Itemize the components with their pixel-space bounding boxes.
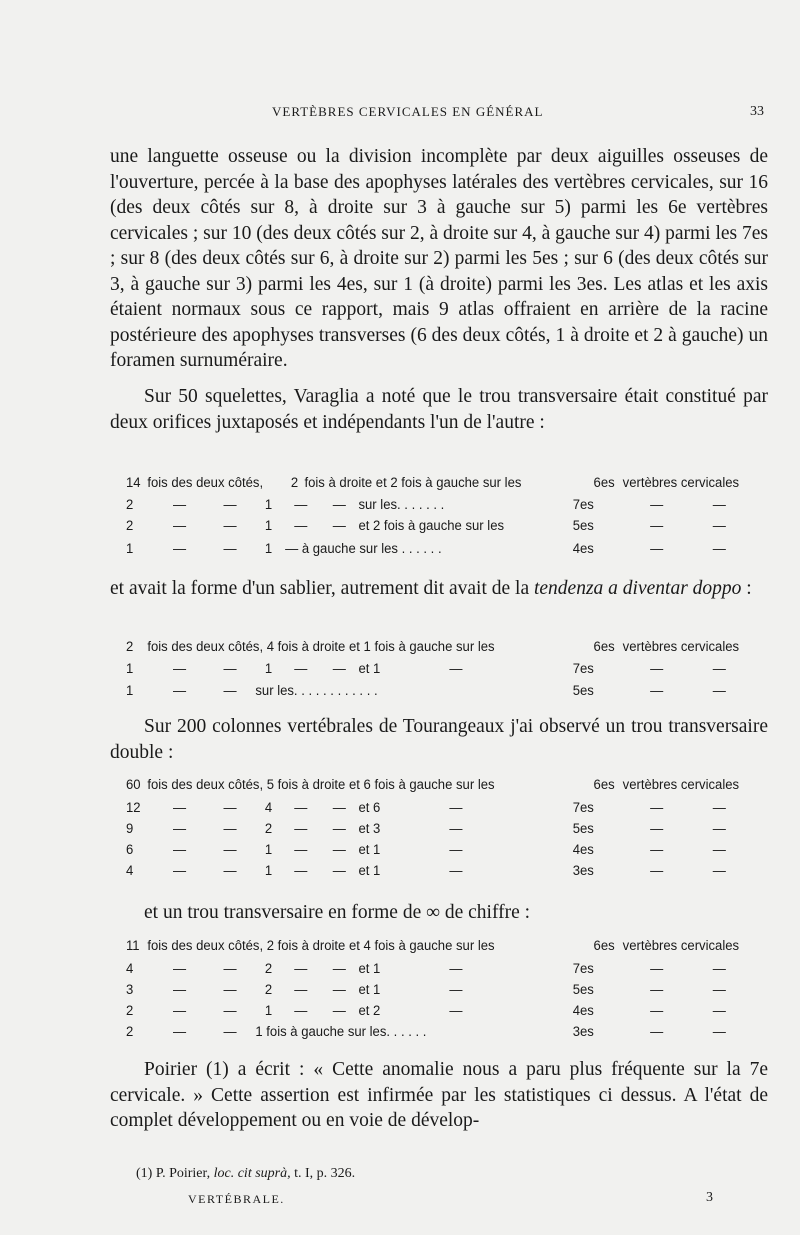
table-cell: et 1 <box>358 961 381 976</box>
table-cell: — <box>449 1003 463 1018</box>
table-row <box>126 860 751 881</box>
table-cell: 60 <box>126 777 141 792</box>
table-cell: — <box>173 1003 187 1018</box>
table-cell: — <box>294 982 308 997</box>
paragraph-3 <box>110 576 768 602</box>
table-cell: fois des deux côtés, <box>147 475 264 490</box>
table-cell: — <box>294 961 308 976</box>
stats-table-1b <box>126 494 751 536</box>
table-row <box>126 494 751 515</box>
table-row <box>126 1021 751 1042</box>
paragraph-6: Poirier (1) a écrit : « Cette anomalie nous a paru plus fréquente sur la 7e cervicale. » Cette assertion est infirmée par les statistiques ci dessus. A l'état de complet développement ou en voie de dévelop- <box>110 1059 768 1131</box>
table-cell: — <box>712 1024 726 1039</box>
stats-table-3b <box>126 797 751 881</box>
table-cell: — <box>173 541 187 556</box>
table-cell: 7es <box>572 961 594 976</box>
table-cell: 7es <box>572 800 594 815</box>
table-cell: 11 <box>126 938 140 953</box>
table-cell: sur les. . . . . . . . . . . . <box>255 683 378 698</box>
table-cell: — <box>332 821 346 836</box>
table-cell: 1 <box>264 518 273 533</box>
table-cell: — <box>173 683 187 698</box>
stats-table-1 <box>126 472 751 493</box>
table-cell: — <box>712 1003 726 1018</box>
table-row <box>126 818 751 839</box>
table-cell: 1 <box>126 683 134 698</box>
table-cell: — <box>294 821 308 836</box>
table-row <box>126 797 751 818</box>
table-cell: — <box>650 821 664 836</box>
table-cell: — <box>712 497 726 512</box>
table-cell: — <box>223 661 237 676</box>
table-cell: — <box>223 863 237 878</box>
table-cell: à gauche sur les . . . . . . <box>301 541 442 556</box>
table-cell: — <box>712 961 726 976</box>
footnote-mark: (1) <box>136 1166 153 1181</box>
stats-table-4c <box>126 1021 751 1042</box>
table-row <box>126 515 751 536</box>
table-cell: fois à droite et 2 fois à gauche sur les <box>304 475 522 490</box>
table-cell: et 2 <box>358 1003 381 1018</box>
table-cell: 5es <box>572 821 594 836</box>
table-cell: — <box>712 863 726 878</box>
stats-table-2c <box>126 680 751 701</box>
table-cell: vertèbres cervicales <box>622 639 740 654</box>
paragraph-2: Sur 50 squelettes, Varaglia a noté que le trou transversaire était constitué par deux orifices juxtaposés et indépendants l'un de l'autre : <box>110 386 768 433</box>
paragraph-4: Sur 200 colonnes vertébrales de Tourangeaux j'ai observé un trou transversaire double : <box>110 716 768 763</box>
table-cell: 1 <box>264 1003 273 1018</box>
table-cell: — <box>294 661 308 676</box>
table-cell: — <box>173 821 187 836</box>
paragraph-1: une languette osseuse ou la division incomplète par deux aiguilles osseuses de l'ouverture, percée à la base des apophyses latérales des vertèbres cervicales, sur 16 (des deux côtés sur 8, à droite sur 3 à gauche sur 5) parmi les 6e vertèbres cervicales ; sur 10 (des deux côtés sur 2, à droite sur 4, à gauche sur 4) parmi les 7es ; sur 8 (des deux côtés sur 6, à droite sur 2) parmi les 5es ; sur 6 (des deux côtés sur 3, à gauche sur 3) parmi les 4es, sur 1 (à droite) parmi les 3es. Les atlas et les axis étaient normaux sous ce rapport, mais 9 atlas offraient en arrière de la racine postérieure des apophyses transverses (6 des deux côtés, 1 à droite et 2 à gauche) un foramen surnuméraire. <box>110 146 768 371</box>
table-cell: 2 <box>126 518 134 533</box>
table-cell: 14 <box>126 475 141 490</box>
table-cell: — <box>173 497 187 512</box>
table-cell: — <box>650 982 664 997</box>
table-cell: 7es <box>572 497 594 512</box>
stats-table-4 <box>126 935 751 956</box>
table-cell: — <box>285 541 299 556</box>
stats-table-2b <box>126 658 751 679</box>
table-cell: vertèbres cervicales <box>622 777 740 792</box>
table-cell: — <box>449 982 463 997</box>
table-cell: — <box>332 842 346 857</box>
table-cell: 2 <box>126 1003 134 1018</box>
table-cell: — <box>223 1024 237 1039</box>
table-cell: — <box>712 821 726 836</box>
table-row <box>126 636 751 657</box>
table-cell: — <box>223 683 237 698</box>
table-cell: 4 <box>126 961 134 976</box>
table-cell: — <box>332 661 346 676</box>
table-cell: — <box>173 982 187 997</box>
table-cell: — <box>650 661 664 676</box>
table-cell: — <box>449 961 463 976</box>
table-cell: sur les. . . . . . . <box>358 497 445 512</box>
signature-label: VERTÉBRALE. <box>188 1192 285 1206</box>
table-cell: et 2 fois à gauche sur les <box>358 518 505 533</box>
table-cell: 1 <box>264 541 273 556</box>
table-cell: 1 <box>264 661 273 676</box>
table-cell: 6es <box>593 475 615 490</box>
table-cell: 4es <box>572 1003 594 1018</box>
table-row <box>126 658 751 679</box>
table-cell: — <box>294 800 308 815</box>
table-cell: 3es <box>572 863 594 878</box>
table-cell: 2 <box>264 982 273 997</box>
table-cell: — <box>173 800 187 815</box>
table-cell: et 1 <box>358 842 381 857</box>
paragraph-3-tail: : <box>741 578 752 599</box>
table-row <box>126 538 751 559</box>
running-head <box>110 104 764 128</box>
table-cell: — <box>332 1003 346 1018</box>
table-cell: — <box>449 800 463 815</box>
table-cell: — <box>223 982 237 997</box>
paragraph-3-text: et avait la forme d'un sablier, autrement dit avait de la <box>110 578 534 599</box>
table-cell: — <box>712 661 726 676</box>
table-cell: — <box>223 842 237 857</box>
table-cell: — <box>449 821 463 836</box>
table-cell: — <box>294 863 308 878</box>
table-cell: — <box>223 541 237 556</box>
table-cell: — <box>712 518 726 533</box>
table-cell: et 1 <box>358 982 381 997</box>
paragraph-3-italic: tendenza a diventar doppo <box>533 578 742 599</box>
table-cell: 4 <box>126 863 134 878</box>
signature-number: 3 <box>706 1190 713 1205</box>
table-cell: vertèbres cervicales <box>622 938 740 953</box>
table-cell: — <box>712 982 726 997</box>
table-cell: — <box>223 821 237 836</box>
stats-table-3 <box>126 774 751 795</box>
table-cell: — <box>294 842 308 857</box>
table-cell: — <box>650 842 664 857</box>
table-cell: — <box>173 863 187 878</box>
table-cell: 1 <box>126 541 134 556</box>
footnote <box>136 1166 355 1182</box>
table-cell: — <box>332 863 346 878</box>
table-cell: 5es <box>572 982 594 997</box>
table-cell: 7es <box>572 661 594 676</box>
table-cell: — <box>650 518 664 533</box>
table-row <box>126 774 751 795</box>
table-cell: fois des deux côtés, 2 fois à droite et 4 fois à gauche sur les <box>147 938 495 953</box>
table-cell: — <box>173 661 187 676</box>
table-cell: 1 <box>264 842 273 857</box>
table-cell: — <box>223 518 237 533</box>
table-cell: 3es <box>572 1024 594 1039</box>
table-row <box>126 472 751 493</box>
table-cell: et 1 <box>358 863 381 878</box>
table-cell: 12 <box>126 800 141 815</box>
stats-table-2 <box>126 636 751 657</box>
table-row <box>126 979 751 1000</box>
table-cell: 1 <box>264 863 273 878</box>
table-cell: — <box>650 863 664 878</box>
table-cell: — <box>650 541 664 556</box>
table-cell: 3 <box>126 982 134 997</box>
table-cell: — <box>650 1024 664 1039</box>
stats-table-1c <box>126 538 751 559</box>
table-cell: — <box>712 842 726 857</box>
table-cell: — <box>173 842 187 857</box>
footnote-ref: loc. cit suprà, <box>213 1166 291 1181</box>
table-cell: 6es <box>593 938 615 953</box>
table-cell: 2 <box>264 821 273 836</box>
table-cell: — <box>449 863 463 878</box>
table-cell: 6es <box>593 639 615 654</box>
table-cell: 1 fois à gauche sur les. . . . . . <box>255 1024 427 1039</box>
table-cell: et 1 <box>358 661 381 676</box>
table-cell: — <box>650 961 664 976</box>
table-cell: et 3 <box>358 821 381 836</box>
table-cell: — <box>712 541 726 556</box>
table-cell: 2 <box>126 639 134 654</box>
table-cell: — <box>173 518 187 533</box>
table-cell: — <box>712 800 726 815</box>
table-cell: vertèbres cervicales <box>622 475 740 490</box>
table-cell: 4es <box>572 541 594 556</box>
table-cell: — <box>449 661 463 676</box>
table-cell: et 6 <box>358 800 381 815</box>
footnote-ref-tail: t. I, p. 326. <box>294 1166 356 1181</box>
table-cell: 6 <box>126 842 134 857</box>
footnote-author: P. Poirier, <box>155 1166 211 1181</box>
table-cell: 9 <box>126 821 134 836</box>
stats-table-4b <box>126 958 751 1021</box>
table-cell: fois des deux côtés, 5 fois à droite et 6 fois à gauche sur les <box>147 777 495 792</box>
table-cell: — <box>712 683 726 698</box>
table-row <box>126 839 751 860</box>
table-cell: — <box>332 518 346 533</box>
table-row <box>126 958 751 979</box>
table-cell: — <box>650 1003 664 1018</box>
table-cell: — <box>294 1003 308 1018</box>
table-row <box>126 1000 751 1021</box>
table-cell: — <box>223 1003 237 1018</box>
table-row <box>126 935 751 956</box>
table-cell: — <box>650 497 664 512</box>
paragraph-5: et un trou transversaire en forme de ∞ de chiffre : <box>144 902 531 923</box>
table-row <box>126 680 751 701</box>
table-cell: 6es <box>593 777 615 792</box>
running-title: VERTÈBRES CERVICALES EN GÉNÉRAL <box>272 104 544 119</box>
table-cell: — <box>223 800 237 815</box>
table-cell: — <box>223 961 237 976</box>
table-cell: — <box>650 683 664 698</box>
table-cell: — <box>449 842 463 857</box>
table-cell: 1 <box>264 497 273 512</box>
table-cell: — <box>332 800 346 815</box>
table-cell: — <box>332 982 346 997</box>
table-cell: 2 <box>126 497 134 512</box>
table-cell: — <box>332 961 346 976</box>
table-cell: 5es <box>572 683 594 698</box>
table-cell: 2 <box>126 1024 134 1039</box>
table-cell: — <box>223 497 237 512</box>
table-cell: — <box>650 800 664 815</box>
table-cell: 1 <box>126 661 134 676</box>
table-cell: — <box>294 518 308 533</box>
table-cell: 4es <box>572 842 594 857</box>
table-cell: fois des deux côtés, 4 fois à droite et 1 fois à gauche sur les <box>147 639 495 654</box>
table-cell: — <box>332 497 346 512</box>
table-cell: 2 <box>264 961 273 976</box>
table-cell: 4 <box>264 800 273 815</box>
table-cell: — <box>294 497 308 512</box>
table-cell: 5es <box>572 518 594 533</box>
table-cell: — <box>173 1024 187 1039</box>
table-cell: — <box>173 961 187 976</box>
page-number: 33 <box>750 104 764 119</box>
table-cell: 2 <box>290 475 299 490</box>
